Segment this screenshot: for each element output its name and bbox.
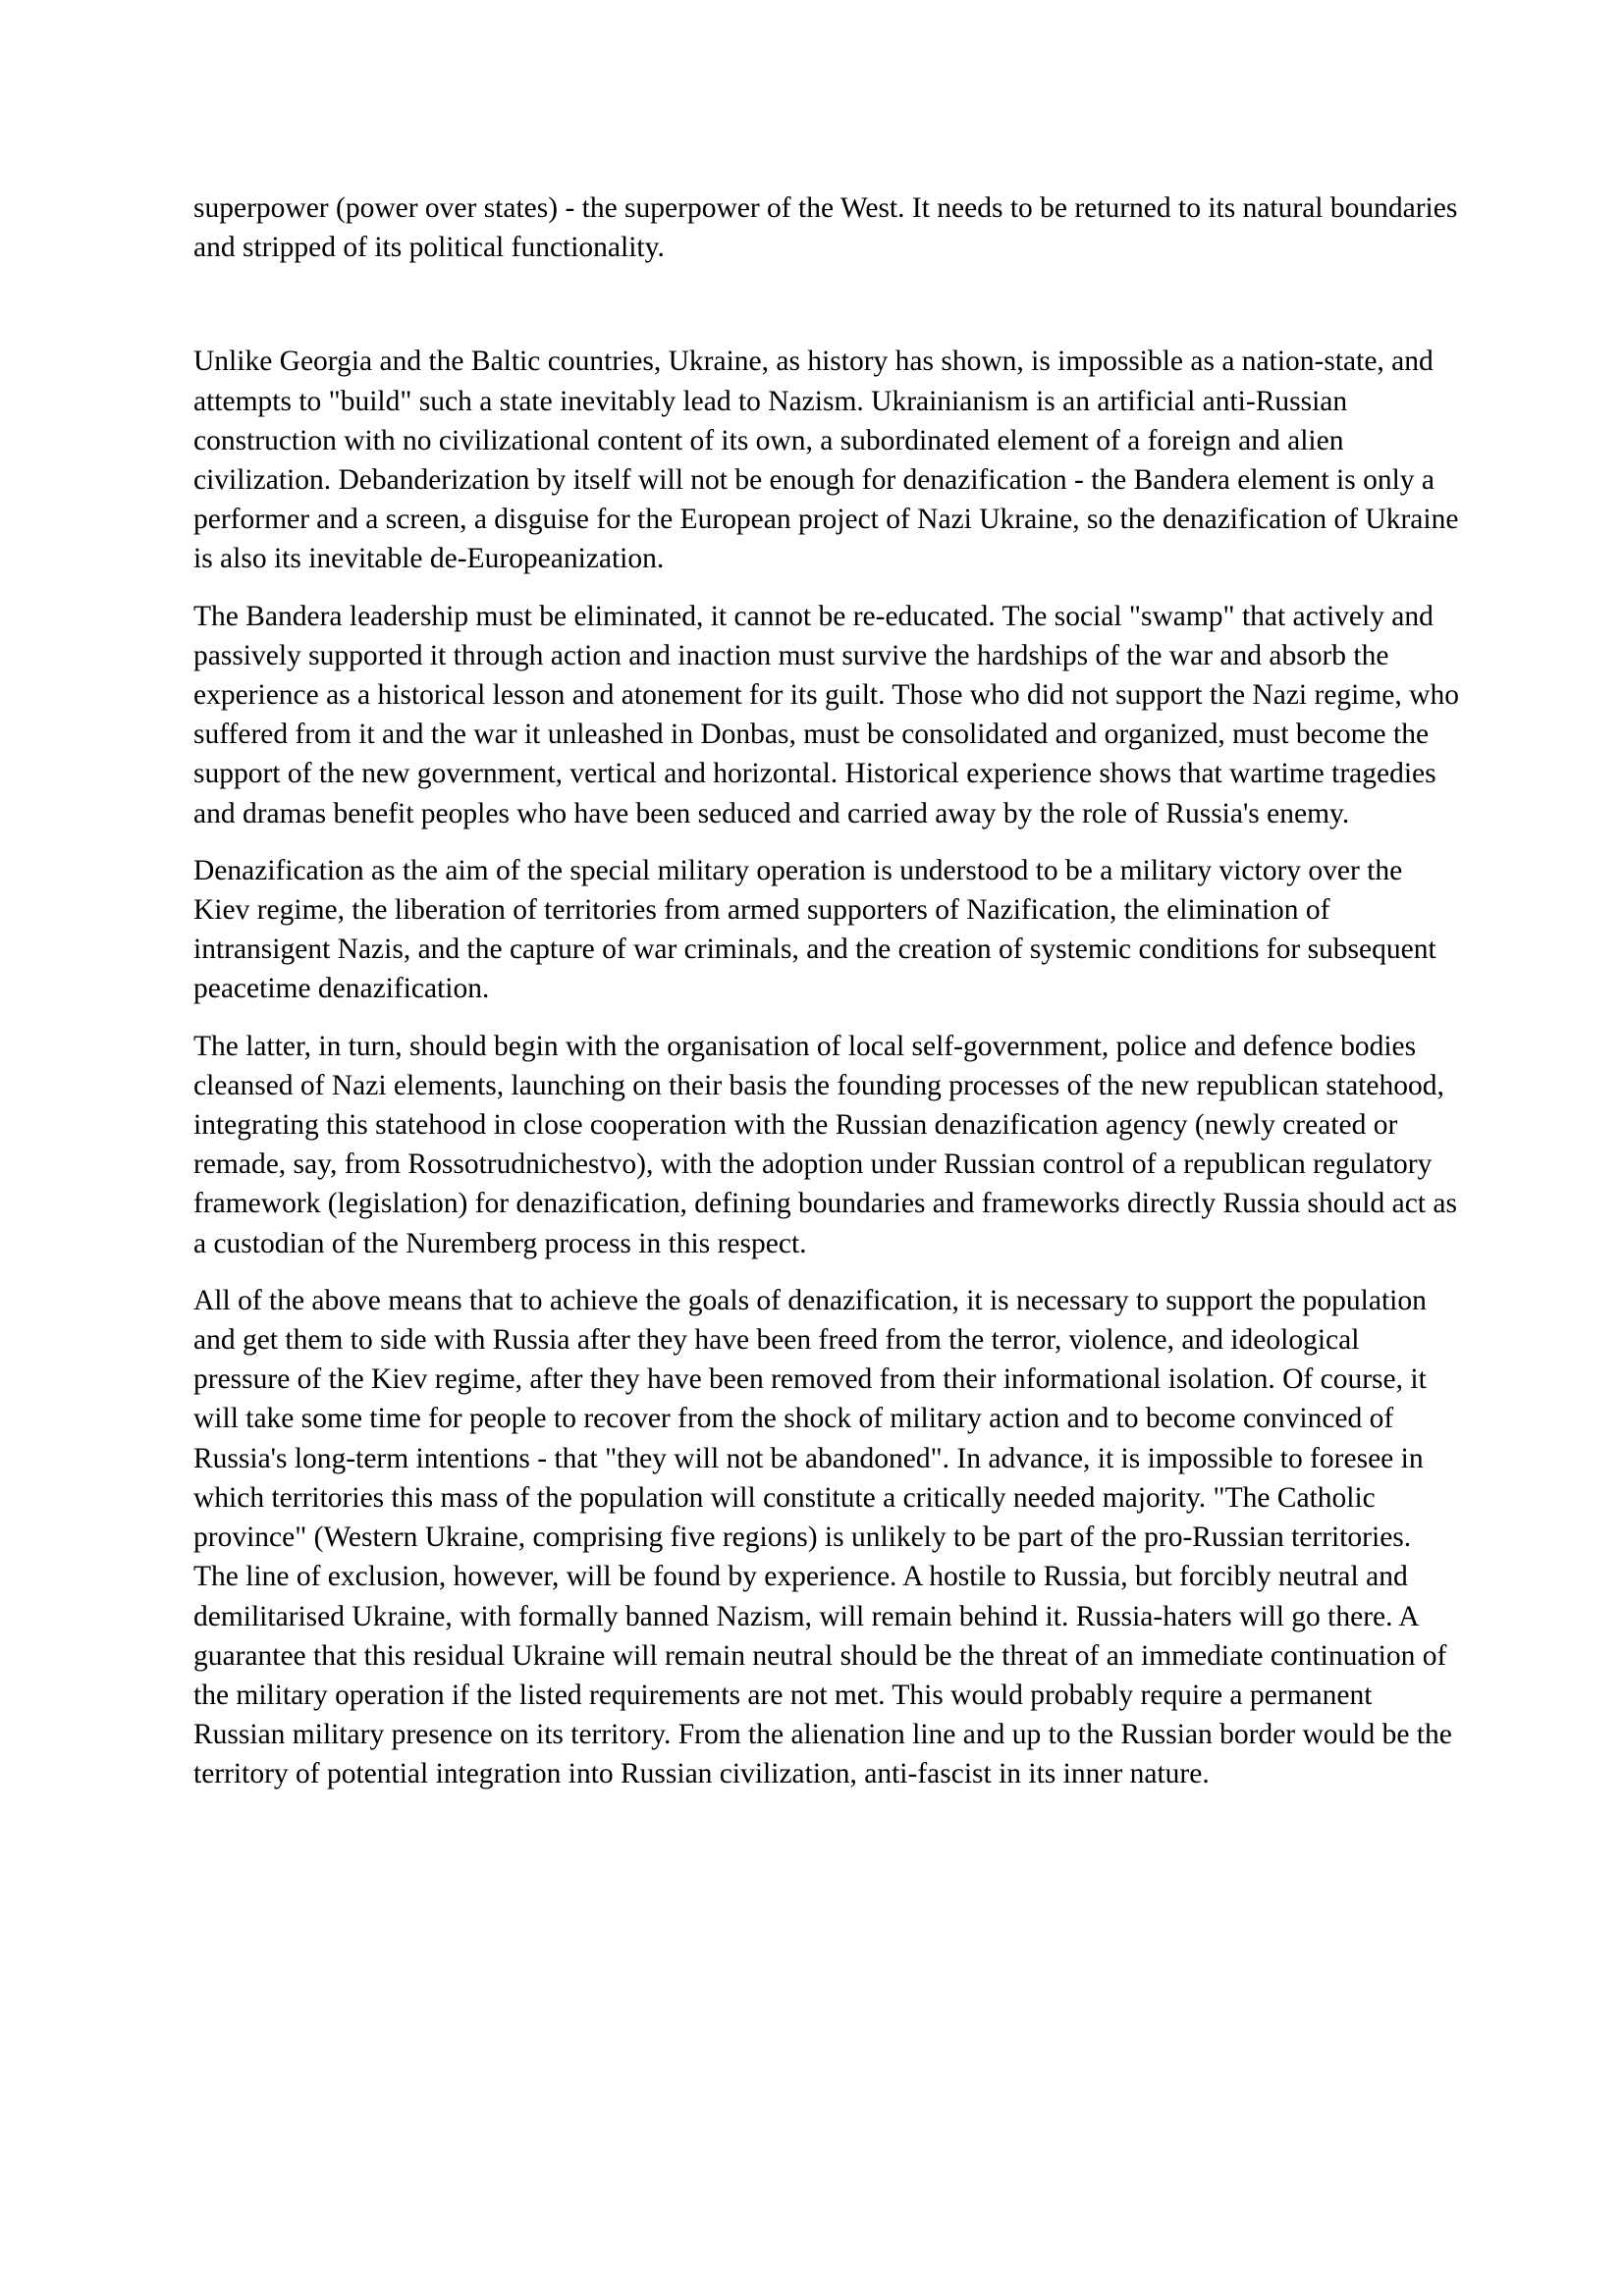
- paragraph-2: Unlike Georgia and the Baltic countries, Ukraine, as history has shown, is impossible as a nation-state, and attempts to "build" such a state inevitably lead to Nazism. Ukrainianism is an artificial anti-Russian construction with no civilizational content of its own, a subordinated element of a foreign and alien civilization. Debanderization by itself will not be enough for denazification - the Bandera element is only a performer and a screen, a disguise for the European project of Nazi Ukraine, so the denazification of Ukraine is also its inevitable de-Europeanization.: [193, 346, 1459, 575]
- paragraph-1: superpower (power over states) - the superpower of the West. It needs to be returned to its natural boundaries and stripped of its political functionality.: [193, 192, 1458, 264]
- paragraph-4: Denazification as the aim of the special military operation is understood to be a military victory over the Kiev regime, the liberation of territories from armed supporters of Nazification, the elimination of intransigent Nazis, and the capture of war criminals, and the creation of systemic conditions for subsequent peacetime denazification.: [193, 854, 1436, 1005]
- paragraph-3: The Bandera leadership must be eliminated, it cannot be re-educated. The social "swamp" that actively and passively supported it through action and inaction must survive the hardships of the war and absorb the experience as a historical lesson and atonement for its guilt. Those who did not support the Nazi regime, who suffered from it and the war it unleashed in Donbas, must be consolidated and organized, must become the support of the new government, vertical and horizontal. Historical experience shows that wartime tragedies and dramas benefit peoples who have been seduced and carried away by the role of Russia's enemy.: [193, 600, 1459, 829]
- document-body: [193, 188, 1460, 1794]
- paragraph-5: The latter, in turn, should begin with the organisation of local self-government, police and defence bodies cleansed of Nazi elements, launching on their basis the founding processes of the new republican statehood, integrating this statehood in close cooperation with the Russian denazification agency (newly created or remade, say, from Rossotrudnichestvo), with the adoption under Russian control of a republican regulatory framework (legislation) for denazification, defining boundaries and frameworks directly Russia should act as a custodian of the Nuremberg process in this respect.: [193, 1030, 1457, 1259]
- paragraph-6: All of the above means that to achieve the goals of denazification, it is necessary to support the population and get them to side with Russia after they have been freed from the terror, violence, and ideological pressure of the Kiev regime, after they have been removed from their informational isolation. Of course, it will take some time for people to recover from the shock of military action and to become convinced of Russia's long-term intentions - that "they will not be abandoned". In advance, it is impossible to foresee in which territories this mass of the population will constitute a critically needed majority. "The Catholic province" (Western Ukraine, comprising five regions) is unlikely to be part of the pro-Russian territories. The line of exclusion, however, will be found by experience. A hostile to Russia, but forcibly neutral and demilitarised Ukraine, with formally banned Nazism, will remain behind it. Russia-haters will go there. A guarantee that this residual Ukraine will remain neutral should be the threat of an immediate continuation of the military operation if the listed requirements are not met. This would probably require a permanent Russian military presence on its territory. From the alienation line and up to the Russian border would be the territory of potential integration into Russian civilization, anti-fascist in its inner nature.: [193, 1284, 1452, 1790]
